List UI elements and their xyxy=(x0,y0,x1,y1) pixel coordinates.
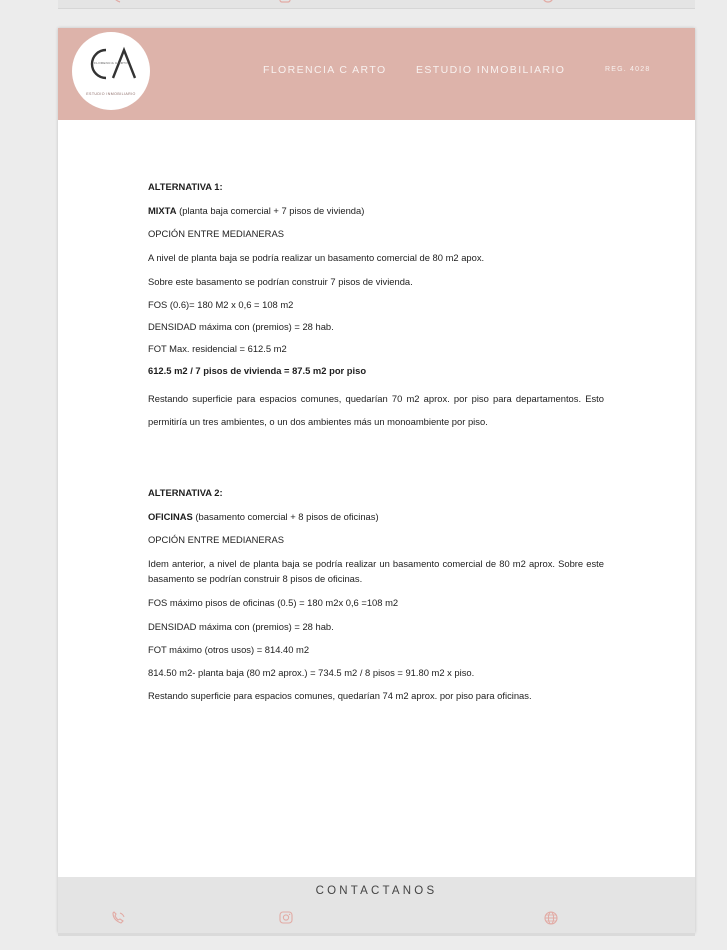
alternativa-1-title: ALTERNATIVA 1: xyxy=(148,181,223,192)
alternativa-2-type-bold: OFICINAS xyxy=(148,511,193,522)
globe-icon[interactable] xyxy=(541,0,555,4)
alternativa-2-title: ALTERNATIVA 2: xyxy=(148,487,223,498)
phone-icon[interactable] xyxy=(110,0,124,4)
contact-heading[interactable]: CONTACTANOS xyxy=(315,885,438,897)
brand-logo xyxy=(72,32,150,110)
alternativa-1-fot: FOT Max. residencial = 612.5 m2 xyxy=(148,343,287,354)
globe-icon[interactable] xyxy=(543,911,559,925)
alternativa-2-densidad: DENSIDAD máxima con (premios) = 28 hab. xyxy=(148,621,334,632)
alternativa-1-type xyxy=(148,203,604,218)
alternativa-2-type-rest: (basamento comercial + 8 pisos de oficinas) xyxy=(192,511,379,522)
alternativa-1-type-bold: MIXTA xyxy=(148,205,177,216)
phone-icon[interactable] xyxy=(110,911,126,925)
alternativa-2-type xyxy=(148,509,604,524)
document-page xyxy=(58,28,695,933)
logo-subtitle: ESTUDIO INMOBILIARIO xyxy=(86,92,136,96)
alternativa-2-fos: FOS máximo pisos de oficinas (0.5) = 180 m2x 0,6 =108 m2 xyxy=(148,597,399,608)
page-edge xyxy=(58,933,695,936)
alternativa-1-type-rest: (planta baja comercial + 7 pisos de vivienda) xyxy=(176,205,365,216)
page-footer xyxy=(58,877,695,933)
instagram-icon[interactable] xyxy=(278,911,294,925)
header-name: FLORENCIA C ARTO xyxy=(263,64,387,76)
alternativa-2-line1: Idem anterior, a nivel de planta baja se podría realizar un basamento comercial de 80 m2 aprox. Sobre este basamento se podrían construir 8 pisos de oficinas. xyxy=(148,558,604,584)
instagram-icon[interactable] xyxy=(278,0,292,4)
alternativa-2-fot: FOT máximo (otros usos) = 814.40 m2 xyxy=(148,644,310,655)
logo-small-text: FLORENCIA C ARTO xyxy=(94,61,128,65)
page-header xyxy=(58,28,695,120)
alternativa-1-fos: FOS (0.6)= 180 M2 x 0,6 = 108 m2 xyxy=(148,299,294,310)
alternativa-1-calc: 612.5 m2 / 7 pisos de vivienda = 87.5 m2 por piso xyxy=(148,365,367,376)
alternativa-1-resto: Restando superficie para espacios comunes, quedarían 70 m2 aprox. por piso para departamentos. Esto permitiría un tres ambientes, o un dos ambientes más un monoambiente por piso. xyxy=(148,393,604,427)
alternativa-2-calc: 814.50 m2- planta baja (80 m2 aprox.) = 734.5 m2 / 8 pisos = 91.80 m2 x piso. xyxy=(148,667,475,678)
header-studio: ESTUDIO INMOBILIARIO xyxy=(416,64,566,76)
alternativa-2-resto: Restando superficie para espacios comunes, quedarían 74 m2 aprox. por piso para oficinas. xyxy=(148,690,532,701)
alternativa-1-densidad: DENSIDAD máxima con (premios) = 28 hab. xyxy=(148,321,334,332)
previous-page-footer xyxy=(58,0,695,9)
document-body xyxy=(148,179,604,703)
header-reg: REG. 4028 xyxy=(605,66,651,73)
alternativa-1-line2: Sobre este basamento se podrían construir 7 pisos de vivienda. xyxy=(148,276,413,287)
alternativa-1-option: OPCIÓN ENTRE MEDIANERAS xyxy=(148,228,284,239)
alternativa-2-option: OPCIÓN ENTRE MEDIANERAS xyxy=(148,534,284,545)
alternativa-1-line1: A nivel de planta baja se podría realizar un basamento comercial de 80 m2 apox. xyxy=(148,252,485,263)
